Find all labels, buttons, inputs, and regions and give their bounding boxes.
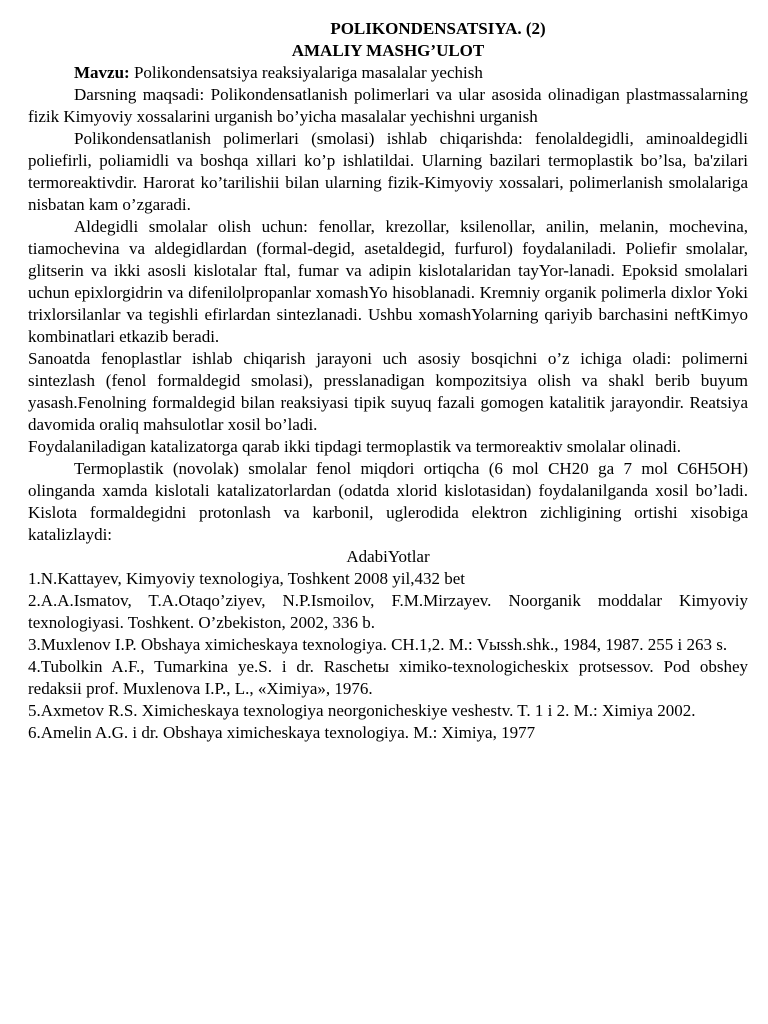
paragraph-polymers: Polikondensatlanish polimerlari (smolasi) ishlab chiqarishda: fenolaldegidli, aminoaldegidli poliefirli, poliamidli va boshqa xillari ko’p ishlatildai. Ularning bazilari termoplastik bo’lsa, ba'zilari termoreaktivdir. Harorat ko’tarilishii bilan ularning fizik-Kimyoviy xossalari, polimerlanish smolalariga nisbatan kam o’zgaradi. [28, 129, 748, 214]
references-heading: AdabiYotlar [346, 547, 430, 566]
paragraph-novolak: Termoplastik (novolak) smolalar fenol miqdori ortiqcha (6 mol CH20 ga 7 mol C6H5OH) olinganda xamda kislotali katalizatorlardan (odatda xlorid kislotasidan) foydalanilganda xosil bo’ladi. Kislota formaldegidni protonlash va karbonil, uglerodida elektron zichligining ortishi xisobiga katalizlaydi: [28, 459, 748, 544]
paragraph-phenoplast-process: Sanoatda fenoplastlar ishlab chiqarish jarayoni uch asosiy bosqichni o’z ichiga oladi: polimerni sintezlash (fenol formaldegid smolasi), presslanadigan kompozitsiya olish va shakl berib buyum yasash.Fenolning formaldegid bilan reaksiyasi tipik suyuq fazali gomogen katalitik jarayondir. Reatsiya davomida oraliq mahsulotlar xosil bo’ladi. [28, 349, 748, 434]
document-subtitle: AMALIY MASHG’ULOT [291, 41, 485, 60]
document-title: POLIKONDENSATSIYA. (2) [330, 19, 546, 38]
paragraph-catalyst: Foydalaniladigan katalizatorga qarab ikki tipdagi termoplastik va termoreaktiv smolalar olinadi. [28, 437, 682, 456]
topic-line [28, 62, 748, 84]
reference-item: 3.Muxlenov I.P. Obshaya ximicheskaya texnologiya. CH.1,2. M.: Vыssh.shk., 1984, 1987. 255 i 263 s. [28, 635, 728, 654]
topic-text: Polikondensatsiya reaksiyalariga masalalar yechish [133, 63, 483, 82]
reference-item: 2.A.A.Ismatov, T.A.Otaqo’ziyev, N.P.Ismoilov, F.M.Mirzayev. Noorganik moddalar Kimyoviy texnologiyasi. Toshkent. O’zbekiston, 2002, 336 b. [28, 591, 748, 632]
topic-label: Mavzu: [74, 63, 130, 82]
paragraph-aldehyde-resins: Aldegidli smolalar olish uchun: fenollar, krezollar, ksilenollar, anilin, melanin, mochevina, tiamochevina va aldegidlardan (formal-degid, asetaldegid, furfurol) foydalaniladi. Poliefir smolalar, glitserin va ikki asosli kislotalar ftal, fumar va adipin kislotalaridan tayYor-lanadi. Epoksid smolalari uchun epixlorgidrin va difenilolpropanlar xomashYo hisoblanadi. Kremniy organik polimerla dixlor Yoki trixlorsilanlar va tegishli efirlardan sintezlanadi. Ushbu xomashYolarning qariyib barchasini neftKimyo kombinatlari etkazib beradi. [28, 217, 748, 346]
reference-item: 6.Amelin A.G. i dr. Obshaya ximicheskaya texnologiya. M.: Ximiya, 1977 [28, 723, 536, 742]
reference-item: 5.Axmetov R.S. Ximicheskaya texnologiya neorgonicheskiye veshestv. T. 1 i 2. M.: Ximiya 2002. [28, 701, 696, 720]
reference-item: 1.N.Kattayev, Kimyoviy texnologiya, Toshkent 2008 yil,432 bet [28, 569, 465, 588]
reference-item: 4.Tubolkin A.F., Tumarkina ye.S. i dr. Raschetы ximiko-texnologicheskix protsessov. Pod obshey redaksii prof. Muxlenova I.P., L., «Ximiya», 1976. [28, 657, 748, 698]
document-page [28, 18, 748, 744]
paragraph-goal: Darsning maqsadi: Polikondensatlanish polimerlari va ular asosida olinadigan plastmassalarning fizik Kimyoviy xossalarini urganish bo’yicha masalalar yechishni urganish [28, 85, 748, 126]
